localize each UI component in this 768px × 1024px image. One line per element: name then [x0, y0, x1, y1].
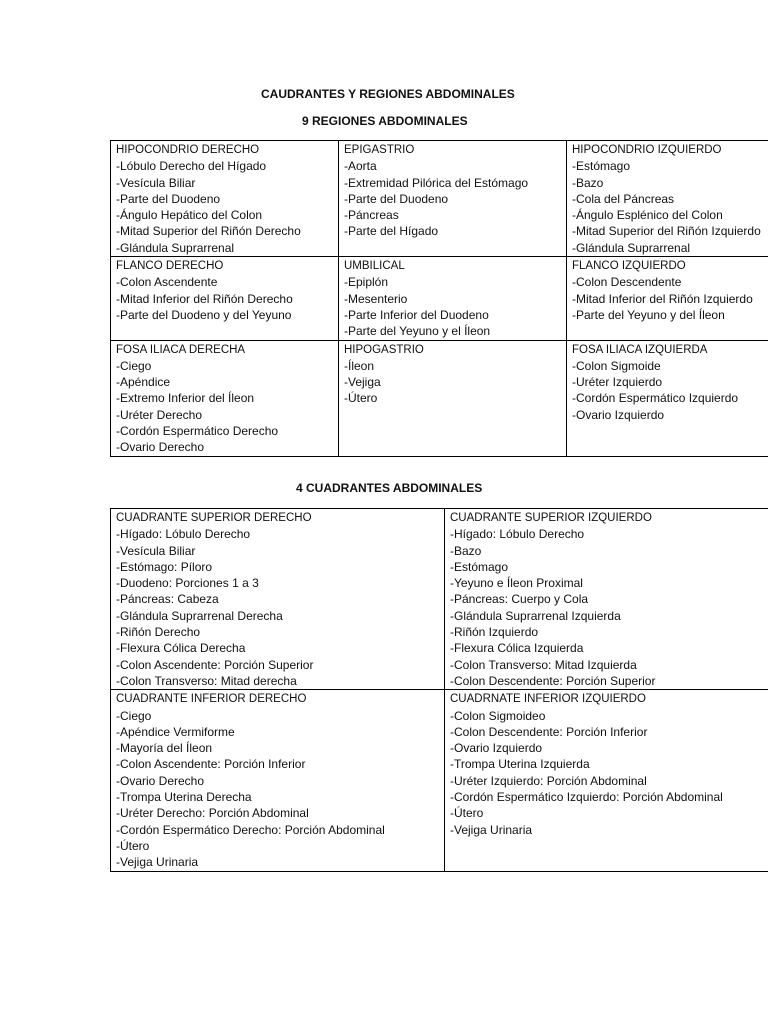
region-organ-item: -Glándula Suprarrenal	[116, 240, 235, 255]
region-cell-title: HIPOGASTRIO	[344, 343, 424, 356]
quadrant-organ-item: -Vesícula Biliar	[116, 543, 196, 558]
region-organ-item: -Ángulo Hepático del Colon	[116, 208, 263, 223]
quadrant-organ-item: -Colon Ascendente: Porción Inferior	[116, 757, 306, 772]
region-organ-item: -Uréter Derecho	[116, 407, 203, 422]
quadrants-table-body	[111, 509, 768, 872]
region-cell	[567, 340, 768, 456]
region-organ-item: -Estómago	[572, 159, 631, 174]
quadrant-cell-title: CUADRNATE INFERIOR IZQUIERDO	[450, 693, 646, 706]
quadrant-organ-item: -Estómago	[450, 559, 509, 574]
quadrant-organ-item: -Colon Sigmoideo	[450, 708, 546, 723]
region-organ-item: -Mitad Superior del Riñón Derecho	[116, 224, 301, 239]
quadrant-organ-item: -Uréter Izquierdo: Porción Abdominal	[450, 773, 647, 788]
region-organ-item: -Cordón Espermático Derecho	[116, 424, 279, 439]
quadrant-organ-item: -Trompa Uterina Izquierda	[450, 757, 590, 772]
region-organ-item: -Parte del Duodeno y del Yeyuno	[116, 307, 292, 322]
quadrant-organ-item: -Colon Descendente: Porción Inferior	[450, 724, 648, 739]
quadrant-cell	[445, 690, 768, 871]
quadrant-cell	[111, 690, 445, 871]
quadrant-organ-item: -Páncreas: Cabeza	[116, 592, 219, 607]
quadrant-cell	[111, 509, 445, 690]
region-cell	[339, 257, 567, 340]
quadrant-organ-item: -Ovario Derecho	[116, 773, 205, 788]
quadrant-organ-item: -Colon Transverso: Mitad Izquierda	[450, 657, 637, 672]
region-organ-item: -Mitad Superior del Riñón Izquierdo	[572, 224, 761, 239]
region-organ-item: -Colon Ascendente	[116, 275, 218, 290]
quadrant-organ-item: -Cordón Espermático Izquierdo: Porción Abdominal	[450, 790, 723, 805]
region-organ-item: -Parte del Yeyuno y el Íleon	[344, 324, 491, 339]
quadrant-organ-item: -Trompa Uterina Derecha	[116, 790, 252, 805]
region-organ-item: -Mesenterio	[344, 291, 408, 306]
quadrant-organ-item: -Ovario Izquierdo	[450, 741, 543, 756]
quadrant-organ-item: -Flexura Cólica Izquierda	[450, 641, 584, 656]
region-organ-item: -Páncreas	[344, 208, 399, 223]
region-cell	[111, 257, 339, 340]
quadrant-organ-item: -Estómago: Píloro	[116, 559, 213, 574]
region-organ-item: -Apéndice	[116, 375, 171, 390]
quadrant-organ-item: -Útero	[116, 838, 150, 853]
region-cell-title: HIPOCONDRIO DERECHO	[116, 144, 260, 156]
region-cell-title: UMBILICAL	[344, 260, 405, 273]
region-organ-item: -Extremidad Pilórica del Estómago	[344, 175, 529, 190]
region-cell-title: FOSA ILIACA DERECHA	[116, 343, 246, 356]
quadrant-organ-item: -Mayoría del Íleon	[116, 741, 213, 756]
quadrant-organ-item: -Páncreas: Cuerpo y Cola	[450, 592, 589, 607]
quadrant-organ-item: -Ciego	[116, 708, 152, 723]
region-organ-item: -Vejiga	[344, 375, 381, 390]
region-cell	[339, 141, 567, 257]
quadrant-organ-item: -Bazo	[450, 543, 482, 558]
quadrant-organ-item: -Flexura Cólica Derecha	[116, 641, 246, 656]
region-organ-item: -Parte del Duodeno	[344, 191, 449, 206]
region-organ-item: -Colon Sigmoide	[572, 358, 661, 373]
region-cell	[567, 257, 768, 340]
quadrant-row	[111, 509, 768, 690]
region-cell	[111, 141, 339, 257]
quadrant-row	[111, 690, 768, 871]
quadrant-organ-item: -Riñón Izquierdo	[450, 625, 539, 640]
document-title: CAUDRANTES Y REGIONES ABDOMINALES	[261, 87, 515, 101]
quadrant-organ-item: -Cordón Espermático Derecho: Porción Abdominal	[116, 822, 385, 837]
region-organ-item: -Extremo Inferior del Íleon	[116, 391, 255, 406]
region-organ-item: -Colon Descendente	[572, 275, 682, 290]
region-organ-item: -Vesícula Biliar	[116, 175, 196, 190]
quadrant-organ-item: -Colon Transverso: Mitad derecha	[116, 673, 297, 688]
region-organ-item: -Útero	[344, 391, 378, 406]
region-cell	[339, 340, 567, 456]
region-organ-item: -Cordón Espermático Izquierdo	[572, 391, 739, 406]
region-organ-item: -Ovario Derecho	[116, 440, 205, 455]
quadrant-organ-item: -Hígado: Lóbulo Derecho	[450, 527, 585, 542]
region-organ-item: -Parte del Yeyuno y del Íleon	[572, 307, 725, 322]
regions-table	[110, 140, 768, 457]
quadrants-table	[110, 508, 768, 872]
region-row	[111, 257, 768, 340]
region-organ-item: -Bazo	[572, 175, 604, 190]
region-cell-title: FOSA ILIACA IZQUIERDA	[572, 343, 708, 356]
regions-heading: 9 REGIONES ABDOMINALES	[302, 114, 468, 128]
region-cell	[567, 141, 768, 257]
region-organ-item: -Epiplón	[344, 275, 389, 290]
region-organ-item: -Ciego	[116, 358, 152, 373]
quadrant-organ-item: -Apéndice Vermiforme	[116, 724, 235, 739]
quadrants-heading: 4 CUADRANTES ABDOMINALES	[296, 481, 483, 495]
quadrant-organ-item: -Glándula Suprarrenal Derecha	[116, 608, 283, 623]
region-organ-item: -Ovario Izquierdo	[572, 407, 665, 422]
region-organ-item: -Mitad Inferior del Riñón Izquierdo	[572, 291, 753, 306]
region-organ-item: -Glándula Suprarrenal	[572, 240, 691, 255]
region-organ-item: -Parte del Hígado	[344, 224, 439, 239]
quadrant-organ-item: -Vejiga Urinaria	[116, 855, 199, 870]
region-organ-item: -Mitad Inferior del Riñón Derecho	[116, 291, 293, 306]
quadrant-organ-item: -Hígado: Lóbulo Derecho	[116, 527, 251, 542]
region-organ-item: -Íleon	[344, 358, 375, 373]
quadrant-organ-item: -Colon Descendente: Porción Superior	[450, 673, 656, 688]
region-cell-title: FLANCO DERECHO	[116, 260, 224, 273]
quadrant-organ-item: -Yeyuno e Íleon Proximal	[450, 576, 583, 591]
region-organ-item: -Parte Inferior del Duodeno	[344, 307, 489, 322]
quadrant-cell-title: CUADRANTE INFERIOR DERECHO	[116, 693, 307, 706]
quadrant-organ-item: -Útero	[450, 806, 484, 821]
region-organ-item: -Ángulo Esplénico del Colon	[572, 208, 723, 223]
quadrant-organ-item: -Colon Ascendente: Porción Superior	[116, 657, 314, 672]
region-cell-title: EPIGASTRIO	[344, 144, 415, 156]
quadrant-cell-title: CUADRANTE SUPERIOR IZQUIERDO	[450, 512, 652, 524]
quadrant-organ-item: -Riñón Derecho	[116, 625, 201, 640]
quadrant-organ-item: -Vejiga Urinaria	[450, 822, 533, 837]
quadrant-organ-item: -Glándula Suprarrenal Izquierda	[450, 608, 621, 623]
region-row	[111, 340, 768, 456]
region-organ-item: -Parte del Duodeno	[116, 191, 221, 206]
regions-table-body	[111, 141, 768, 457]
region-row	[111, 141, 768, 257]
region-cell	[111, 340, 339, 456]
region-organ-item: -Uréter Izquierdo	[572, 375, 663, 390]
region-cell-title: FLANCO IZQUIERDO	[572, 260, 686, 273]
quadrant-organ-item: -Duodeno: Porciones 1 a 3	[116, 576, 259, 591]
quadrant-cell	[445, 509, 768, 690]
region-cell-title: HIPOCONDRIO IZQUIERDO	[572, 144, 722, 156]
region-organ-item: -Cola del Páncreas	[572, 191, 675, 206]
region-organ-item: -Aorta	[344, 159, 377, 174]
quadrant-organ-item: -Uréter Derecho: Porción Abdominal	[116, 806, 309, 821]
region-organ-item: -Lóbulo Derecho del Hígado	[116, 159, 267, 174]
quadrant-cell-title: CUADRANTE SUPERIOR DERECHO	[116, 512, 312, 524]
